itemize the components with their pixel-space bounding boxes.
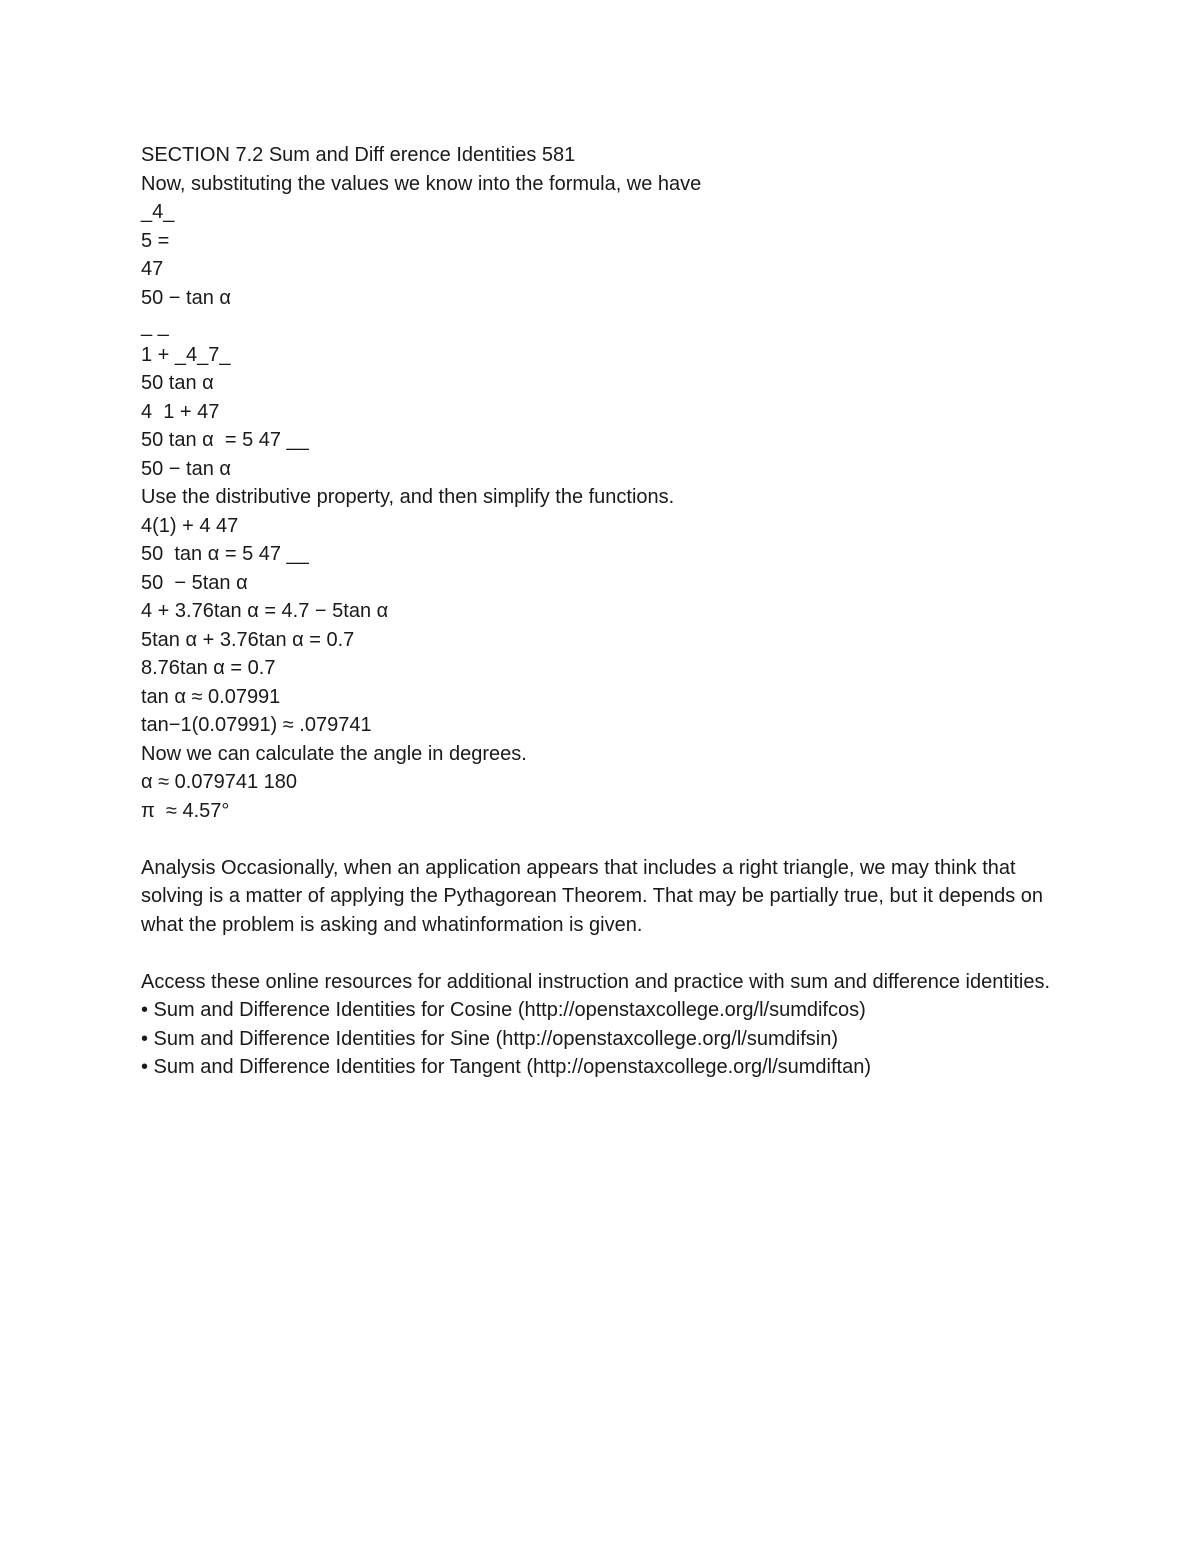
degrees-intro-text: Now we can calculate the angle in degrees. bbox=[141, 742, 527, 765]
spacer bbox=[141, 939, 1061, 968]
access-paragraph: Access these online resources for additional instruction and practice with sum and difference identities. bbox=[141, 970, 1051, 993]
equation-line: 8.76tan α = 0.7 bbox=[141, 657, 276, 679]
equation-line: _4_ bbox=[141, 201, 175, 223]
equation-line: _ _ bbox=[141, 315, 169, 337]
equation-line: 1 + _4_7_ bbox=[141, 343, 231, 366]
section-header: SECTION 7.2 Sum and Diff erence Identities 581 bbox=[141, 144, 576, 166]
equation-line: 50 − 5tan α bbox=[141, 571, 248, 594]
equation-line: 50 tan α bbox=[141, 372, 214, 394]
equation-line: tan−1(0.07991) ≈ .079741 bbox=[141, 714, 372, 736]
equation-line: α ≈ 0.079741 180 bbox=[141, 771, 297, 793]
equation-line: 50 tan α = 5 47 __ bbox=[141, 543, 309, 565]
distributive-text: Use the distributive property, and then simplify the functions. bbox=[141, 486, 675, 508]
equation-line: 47 bbox=[141, 258, 164, 280]
equation-line: 4(1) + 4 47 bbox=[141, 514, 239, 537]
equation-line: 4 1 + 47 bbox=[141, 400, 220, 423]
equation-line: 50 − tan α bbox=[141, 286, 231, 309]
equation-line: π ≈ 4.57° bbox=[141, 799, 230, 822]
spacer bbox=[141, 825, 1061, 854]
equation-line: tan α ≈ 0.07991 bbox=[141, 685, 281, 708]
analysis-paragraph: Analysis Occasionally, when an application appears that includes a right triangle, we may think that solving is a matter of applying the Pythagorean Theorem. That may be partially true, but it depends on what the problem is asking and whatinformation is given. bbox=[141, 856, 1044, 936]
resource-list-item: • Sum and Difference Identities for Cosine (http://openstaxcollege.org/l/sumdifcos) bbox=[141, 999, 866, 1021]
resource-list-item: • Sum and Difference Identities for Tangent (http://openstaxcollege.org/l/sumdiftan) bbox=[141, 1056, 872, 1078]
intro-text: Now, substituting the values we know into the formula, we have bbox=[141, 172, 702, 195]
equation-line: 5tan α + 3.76tan α = 0.7 bbox=[141, 628, 355, 651]
equation-line: 4 + 3.76tan α = 4.7 − 5tan α bbox=[141, 600, 389, 622]
document-page bbox=[141, 141, 1061, 1082]
resource-list-item: • Sum and Difference Identities for Sine (http://openstaxcollege.org/l/sumdifsin) bbox=[141, 1027, 838, 1050]
equation-line: 5 = bbox=[141, 229, 170, 252]
equation-line: 50 tan α = 5 47 __ bbox=[141, 429, 309, 451]
equation-line: 50 − tan α bbox=[141, 457, 231, 480]
